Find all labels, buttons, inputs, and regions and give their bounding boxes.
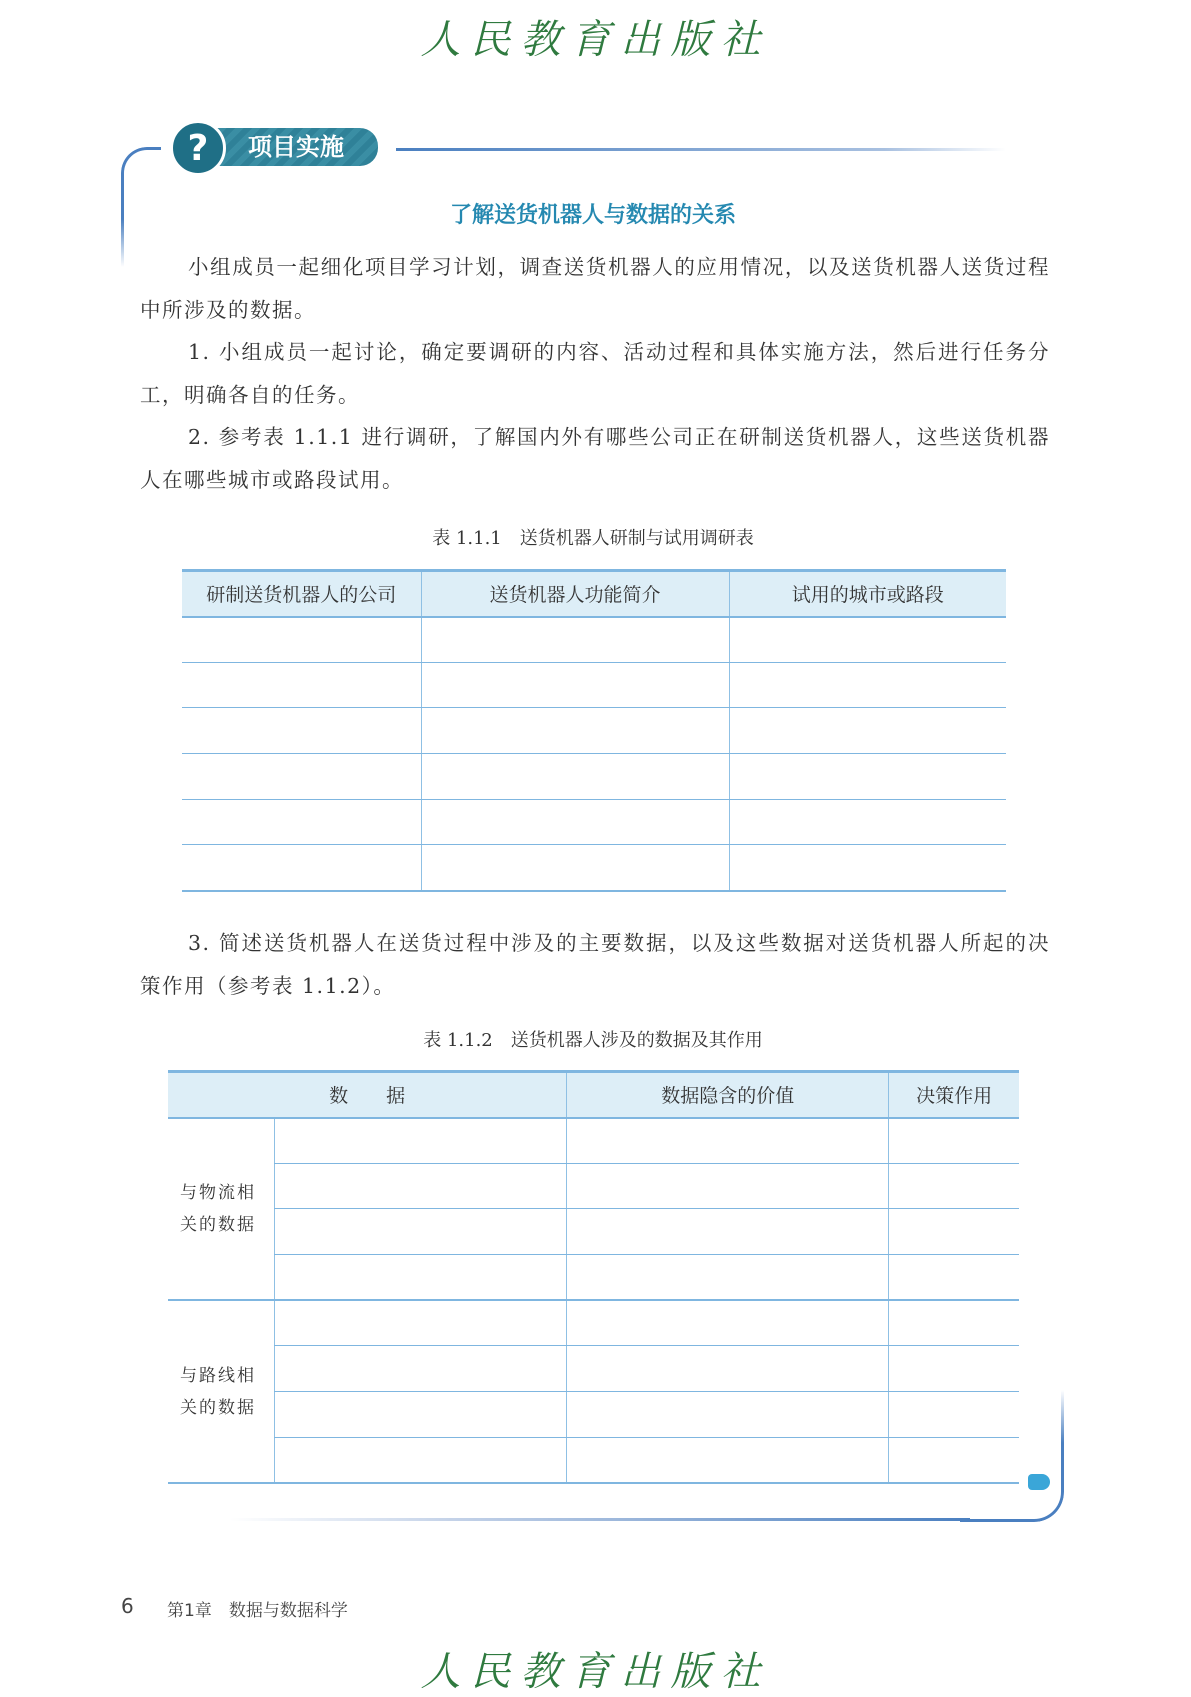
column-header: 送货机器人功能简介 [421, 571, 729, 617]
table-cell[interactable] [274, 1437, 567, 1483]
divider [396, 148, 1006, 151]
table-cell[interactable] [182, 754, 421, 800]
table-cell[interactable] [567, 1300, 889, 1346]
table-cell[interactable] [421, 754, 729, 800]
table-cell[interactable] [421, 662, 729, 708]
chapter-title: 第1章 数据与数据科学 [167, 1601, 348, 1621]
table-cell[interactable] [182, 708, 421, 754]
paragraph: 1. 小组成员一起讨论，确定要调研的内容、活动过程和具体实施方法，然后进行任务分工，明确各自的任务。 [140, 340, 1050, 407]
paragraph: 3. 简述送货机器人在送货过程中涉及的主要数据，以及这些数据对送货机器人所起的决策作用（参考表 1.1.2）。 [140, 931, 1050, 998]
table-cell[interactable] [889, 1209, 1019, 1255]
column-header: 数据隐含的价值 [567, 1072, 889, 1118]
table-row [168, 1346, 1019, 1392]
table-row [182, 617, 1006, 663]
section-badge [170, 120, 378, 168]
table-cell[interactable] [274, 1163, 567, 1209]
table-cell[interactable] [889, 1300, 1019, 1346]
table-row [182, 754, 1006, 800]
table-cell[interactable] [274, 1392, 567, 1438]
group-label: 与物流相 关的数据 [168, 1118, 274, 1301]
table-cell[interactable] [729, 617, 1006, 663]
section-subtitle: 了解送货机器人与数据的关系 [449, 203, 736, 228]
table-cell[interactable] [274, 1346, 567, 1392]
pointing-hand-icon [1028, 1474, 1050, 1490]
table-cell[interactable] [274, 1209, 567, 1255]
question-mark-icon: ? [170, 120, 226, 176]
table-cell[interactable] [567, 1346, 889, 1392]
table-row [182, 708, 1006, 754]
paragraph: 小组成员一起细化项目学习计划，调查送货机器人的应用情况，以及送货机器人送货过程中所涉及的数据。 [140, 255, 1050, 322]
table-row [168, 1300, 1019, 1346]
table-cell[interactable] [421, 845, 729, 891]
table-cell[interactable] [889, 1346, 1019, 1392]
table-cell[interactable] [567, 1255, 889, 1301]
table-row [182, 845, 1006, 891]
column-header: 试用的城市或路段 [729, 571, 1006, 617]
table-cell[interactable] [182, 799, 421, 845]
table-cell[interactable] [182, 662, 421, 708]
table-row [168, 1255, 1019, 1301]
table-cell[interactable] [729, 754, 1006, 800]
group-label: 与路线相 关的数据 [168, 1300, 274, 1483]
body-text-3 [140, 922, 1050, 1007]
table-cell[interactable] [567, 1163, 889, 1209]
column-header: 数 据 [168, 1072, 567, 1118]
table-cell[interactable] [889, 1255, 1019, 1301]
body-text [140, 246, 1050, 501]
page-number: 6 [121, 1594, 134, 1618]
table-row [182, 799, 1006, 845]
table-cell[interactable] [889, 1163, 1019, 1209]
table1-caption: 表 1.1.1 送货机器人研制与试用调研表 [432, 528, 754, 549]
paragraph: 2. 参考表 1.1.1 进行调研，了解国内外有哪些公司正在研制送货机器人，这些送货机器人在哪些城市或路段试用。 [140, 425, 1050, 492]
table-cell[interactable] [729, 708, 1006, 754]
table-cell[interactable] [567, 1392, 889, 1438]
publisher-logo-bottom: 人民教育出版社 [420, 1649, 771, 1695]
table-cell[interactable] [567, 1437, 889, 1483]
data-role-table [168, 1070, 1019, 1484]
table-cell[interactable] [182, 845, 421, 891]
column-header: 研制送货机器人的公司 [182, 571, 421, 617]
table-cell[interactable] [729, 799, 1006, 845]
divider [230, 1518, 970, 1521]
table2-caption: 表 1.1.2 送货机器人涉及的数据及其作用 [423, 1030, 763, 1051]
table-cell[interactable] [567, 1209, 889, 1255]
table-cell[interactable] [274, 1118, 567, 1164]
table-row [168, 1392, 1019, 1438]
table-row [168, 1437, 1019, 1483]
table-cell[interactable] [421, 708, 729, 754]
section-bracket-right [960, 1390, 1064, 1522]
table-row [182, 662, 1006, 708]
survey-table [182, 569, 1006, 892]
table-cell[interactable] [274, 1255, 567, 1301]
table-cell[interactable] [567, 1118, 889, 1164]
table-row [168, 1118, 1019, 1164]
publisher-logo: 人民教育出版社 [420, 17, 771, 63]
table-cell[interactable] [182, 617, 421, 663]
table-cell[interactable] [729, 845, 1006, 891]
table-cell[interactable] [421, 617, 729, 663]
table-row [168, 1209, 1019, 1255]
table-row [168, 1163, 1019, 1209]
section-badge-label: 项目实施 [210, 128, 378, 166]
table-cell[interactable] [421, 799, 729, 845]
table-cell[interactable] [889, 1118, 1019, 1164]
column-header: 决策作用 [889, 1072, 1019, 1118]
table-cell[interactable] [274, 1300, 567, 1346]
table-cell[interactable] [729, 662, 1006, 708]
